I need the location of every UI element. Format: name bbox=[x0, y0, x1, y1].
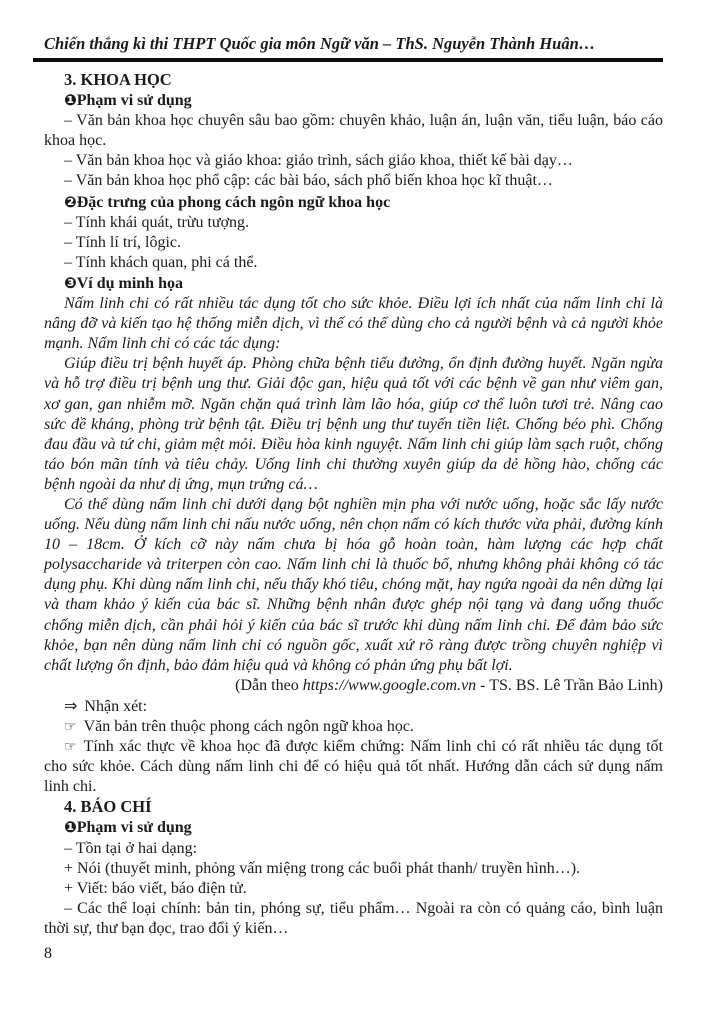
list-item: – Văn bản khoa học phổ cập: các bài báo, sách phổ biến khoa học kĩ thuật… bbox=[64, 172, 553, 190]
subheading-label: Ví dụ minh họa bbox=[76, 274, 183, 292]
list-item: – Văn bản khoa học chuyên sâu bao gồm: chuyên khảo, luận án, luận văn, tiểu luận, báo cáo khoa học. bbox=[44, 112, 663, 150]
double-arrow-icon: ⇒ bbox=[64, 695, 78, 715]
circled-3-icon: ❸ bbox=[64, 273, 77, 292]
citation-line bbox=[44, 676, 663, 696]
circled-2-icon: ❷ bbox=[64, 192, 77, 211]
page-footer bbox=[44, 944, 663, 964]
running-header bbox=[33, 33, 663, 62]
section-title-khoa-hoc: 3. KHOA HỌC bbox=[64, 70, 172, 89]
note-item bbox=[44, 717, 663, 737]
list-item: – Tính khái quát, trừu tượng. bbox=[64, 213, 250, 231]
note-text: Văn bản trên thuộc phong cách ngôn ngữ khoa học. bbox=[83, 718, 414, 735]
list-item: – Văn bản khoa học và giáo khoa: giáo trình, sách giáo khoa, thiết kế bài dạy… bbox=[64, 152, 573, 170]
citation-prefix: (Dẫn theo bbox=[235, 676, 303, 694]
list-item: + Viết: báo viết, báo điện tử. bbox=[64, 879, 247, 897]
list-item: – Tính khách quan, phi cá thể. bbox=[64, 253, 258, 271]
page-number: 8 bbox=[44, 945, 52, 963]
nhan-xet-line bbox=[44, 696, 663, 717]
list-item: – Các thể loại chính: bản tin, phóng sự, tiểu phẩm… Ngoài ra còn có quảng cáo, bình luận thời sự, thư bạn đọc, trao đổi ý kiến… bbox=[44, 899, 663, 937]
subheading-label: Phạm vi sử dụng bbox=[76, 819, 192, 837]
list-item: – Tồn tại ở hai dạng: bbox=[64, 839, 198, 857]
list-item: – Tính lí trí, lôgic. bbox=[64, 233, 182, 251]
note-item bbox=[44, 737, 663, 797]
subheading-pham-vi-su-dung-bao-chi bbox=[44, 817, 663, 838]
subheading-pham-vi-su-dung-khoa-hoc bbox=[44, 90, 663, 111]
page-body bbox=[44, 70, 663, 939]
example-paragraph: Có thể dùng nấm linh chi dưới dạng bột nghiền mịn pha với nước uống, hoặc sắc lấy nước uống. Nếu dùng nấm linh chi nấu nước uống, nên chọn nấm có kích thước vừa phải, đường kính 10 – 18cm. Ở kích cỡ này nấm chưa bị hóa gỗ hoàn toàn, hàm lượng các hợp chất polysaccharide và triterpen còn cao. Nấm linh chi là thuốc bổ, nhưng không phải không có tác dụng phụ. Khi dùng nấm linh chi, nếu thấy khó tiêu, chóng mặt, hay ngứa ngoài da nên dừng lại và tham khảo ý kiến của bác sĩ. Những bệnh nhân được ghép nội tạng và đang uống thuốc chống miễn dịch, cần phải hỏi ý kiến của bác sĩ trước khi dùng nấm linh chi. Để đảm bảo sức khỏe, bạn nên dùng nấm linh chi có nguồn gốc, xuất xứ rõ ràng được trồng chuyên nghiệp vì chất lượng ổn định, bảo đảm hiệu quả và không có phản ứng phụ bất lợi. bbox=[44, 495, 663, 674]
pointing-hand-icon: ☞ bbox=[64, 739, 77, 756]
example-paragraph: Giúp điều trị bệnh huyết áp. Phòng chữa bệnh tiểu đường, ổn định đường huyết. Ngăn ngừa và hỗ trợ điều trị bệnh ung thư. Giải độc gan, hiệu quả tốt với các bệnh về gan như viêm gan, xơ gan, gan nhiễm mỡ. Ngăn chặn quá trình làm lão hóa, giúp cơ thể luôn tươi trẻ. Nâng cao sức đề kháng, phòng trừ bệnh tật. Điều trị bệnh ung thư tuyến tiền liệt. Chống béo phì. Chống đau đầu và tứ chi, giảm mệt mỏi. Điều hòa kinh nguyệt. Nấm linh chi giúp làm sạch ruột, chống táo bón mãn tính và tiêu chảy. Uống linh chi thường xuyên giúp da dẻ hồng hào, chống các bệnh ngoài da như dị ứng, mụn trứng cá… bbox=[44, 355, 663, 493]
subheading-label: Phạm vi sử dụng bbox=[76, 92, 192, 110]
example-paragraph: Nấm linh chi có rất nhiều tác dụng tốt cho sức khỏe. Điều lợi ích nhất của nấm linh chi là nâng đỡ và kiến tạo hệ thống miễn dịch, vì thế có thể dùng cho cả người bệnh và cả người khỏe mạnh. Nấm linh chi có các tác dụng: bbox=[44, 295, 663, 353]
pointing-hand-icon: ☞ bbox=[64, 719, 77, 735]
citation-suffix: - TS. BS. Lê Trần Bảo Linh) bbox=[476, 676, 663, 694]
note-text: Tính xác thực về khoa học đã được kiểm chứng: Nấm linh chi có rất nhiều tác dụng tốt cho sức khỏe. Cách dùng nấm linh chi để có hiệu quả tốt nhất. Hướng dẫn cách sử dụng nấm linh chi. bbox=[44, 738, 663, 796]
list-item: + Nói (thuyết minh, phỏng vấn miệng trong các buổi phát thanh/ truyền hình…). bbox=[64, 859, 581, 877]
section-title-bao-chi: 4. BÁO CHÍ bbox=[64, 797, 152, 817]
circled-1-icon: ❶ bbox=[64, 818, 77, 837]
running-header-title: Chiến thắng kì thi THPT Quốc gia môn Ngữ văn – ThS. Nguyễn Thành Huân… bbox=[44, 34, 596, 53]
subheading-label: Đặc trưng của phong cách ngôn ngữ khoa học bbox=[76, 193, 391, 211]
nhan-xet-label: Nhận xét: bbox=[84, 697, 148, 715]
subheading-vi-du-minh-hoa bbox=[44, 273, 663, 294]
circled-1-icon: ❶ bbox=[64, 91, 77, 110]
subheading-dac-trung bbox=[44, 192, 663, 213]
citation-url: https://www.google.com.vn bbox=[302, 676, 477, 694]
